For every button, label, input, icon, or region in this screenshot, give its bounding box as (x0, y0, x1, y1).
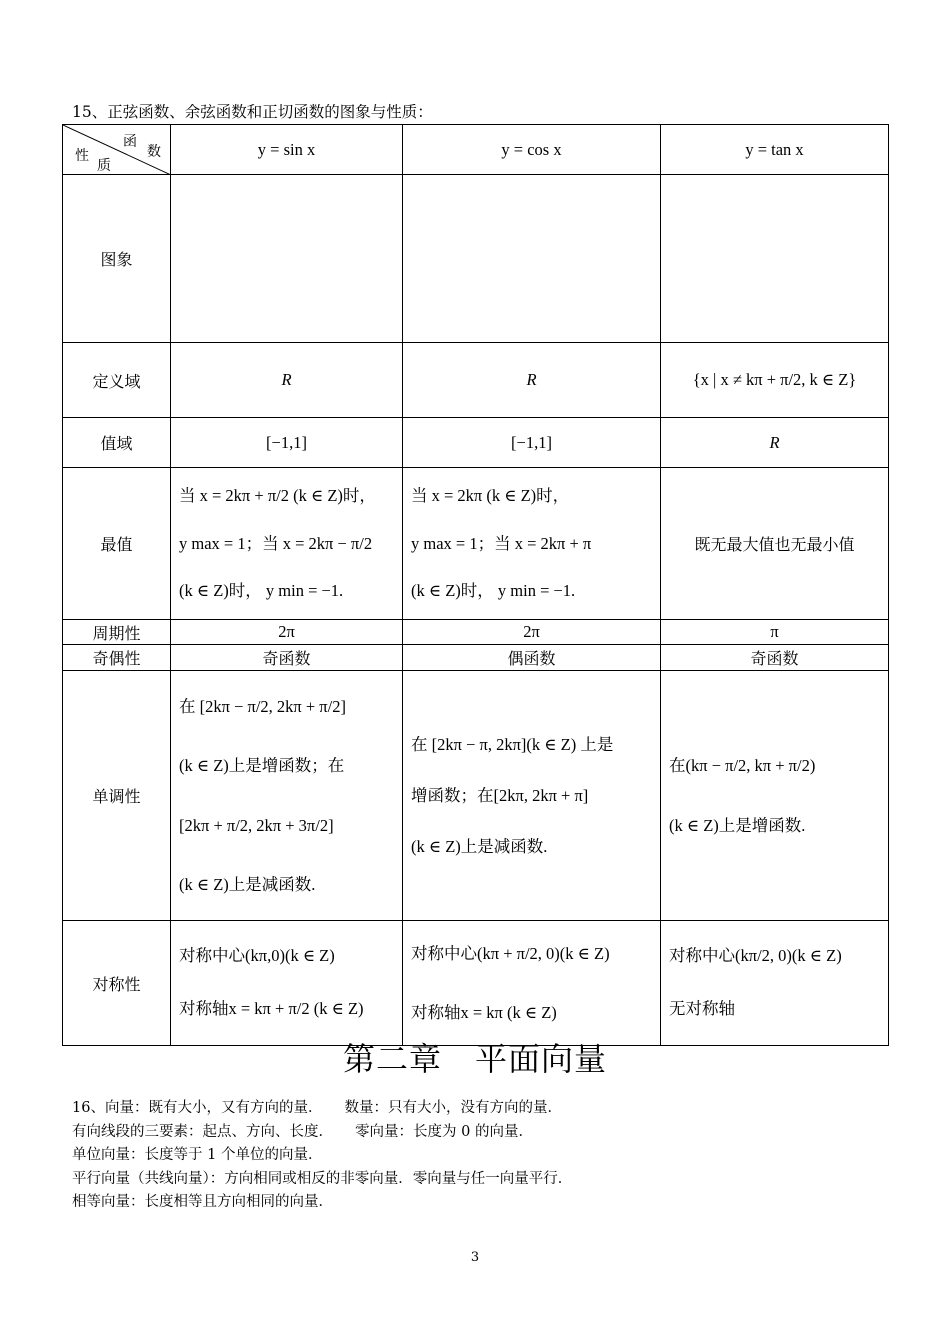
column-header-sin: y = sin x (171, 125, 403, 175)
table-row-period (63, 620, 889, 645)
definition-zero-vector: 零向量：长度为 0 的向量． (355, 1123, 533, 1140)
definition-line (72, 1097, 572, 1121)
text-line: 当 x = 2kπ + π/2 (k ∈ Z)时， (179, 485, 376, 505)
text-line: 无对称轴 (669, 999, 735, 1018)
text-line: (k ∈ Z)时， y min = −1. (179, 581, 344, 601)
symmetry-sin (171, 921, 403, 1046)
page-number: 3 (470, 1250, 480, 1265)
symmetry-tan (661, 921, 889, 1046)
column-header-cos: y = cos x (403, 125, 661, 175)
domain-sin: R (171, 343, 403, 418)
range-tan: R (661, 418, 889, 468)
table-row-graph (63, 175, 889, 343)
definition-unit-vector: 单位向量：长度等于 1 个单位的向量． (72, 1147, 323, 1163)
extrema-tan: 既无最大值也无最小值 (661, 468, 889, 620)
domain-tan: {x | x ≠ kπ + π/2, k ∈ Z} (661, 343, 889, 418)
parity-cos: 偶函数 (403, 645, 661, 671)
corner-label: 函 (123, 134, 137, 150)
period-tan: π (661, 620, 889, 645)
monotonicity-cos (403, 671, 661, 921)
text-line: (k ∈ Z)上是减函数. (411, 837, 548, 857)
text-line: 增函数；在[2kπ, 2kπ + π] (411, 785, 589, 805)
row-label: 奇偶性 (63, 645, 171, 671)
chapter-title: 第二章 平面向量 (342, 1040, 607, 1078)
extrema-cos (403, 468, 661, 620)
row-label: 周期性 (63, 620, 171, 645)
row-label: 值域 (63, 418, 171, 468)
trig-properties-table (62, 124, 889, 1046)
graph-cell-cos (403, 175, 661, 343)
definition-equal-vectors: 相等向量：长度相等且方向相同的向量． (72, 1194, 333, 1210)
text-line: (k ∈ Z)上是增函数；在 (179, 756, 345, 776)
definitions-block (72, 1097, 572, 1215)
definition-directed-segment: 有向线段的三要素：起点、方向、长度． (72, 1123, 333, 1140)
definition-line (72, 1121, 572, 1145)
table-row-range (63, 418, 889, 468)
graph-cell-sin (171, 175, 403, 343)
definition-parallel-vectors: 平行向量（共线向量）：方向相同或相反的非零向量．零向量与任一向量平行． (72, 1170, 573, 1187)
row-label: 定义域 (63, 343, 171, 418)
period-cos: 2π (403, 620, 661, 645)
text-line: 在 [2kπ − π, 2kπ](k ∈ Z) 上是 (411, 734, 614, 754)
text-line: 对称中心(kπ + π/2, 0)(k ∈ Z) (411, 943, 610, 963)
text-line: 对称轴x = kπ + π/2 (k ∈ Z) (179, 999, 364, 1018)
definition-scalar: 数量：只有大小，没有方向的量． (344, 1100, 562, 1116)
definition-vector: 16、向量：既有大小，又有方向的量． (72, 1100, 323, 1116)
extrema-sin (171, 468, 403, 620)
text-line: 对称轴x = kπ (k ∈ Z) (411, 1003, 557, 1022)
row-label: 最值 (63, 468, 171, 620)
parity-sin: 奇函数 (171, 645, 403, 671)
text-line: y max = 1；当 x = 2kπ + π (411, 533, 592, 553)
text-line: (k ∈ Z)上是增函数. (669, 815, 806, 835)
parity-tan: 奇函数 (661, 645, 889, 671)
period-sin: 2π (171, 620, 403, 645)
section-heading: 15、正弦函数、余弦函数和正切函数的图象与性质： (72, 103, 433, 121)
monotonicity-tan (661, 671, 889, 921)
table-row-monotonicity (63, 671, 889, 921)
range-cos: [−1,1] (403, 418, 661, 468)
graph-cell-tan (661, 175, 889, 343)
text-line: 在 [2kπ − π/2, 2kπ + π/2] (179, 696, 346, 716)
text-line: 对称中心(kπ/2, 0)(k ∈ Z) (669, 946, 842, 966)
corner-header-cell (63, 125, 171, 175)
text-line: (k ∈ Z)上是减函数. (179, 874, 316, 894)
corner-label: 数 (147, 144, 161, 160)
table-row-domain (63, 343, 889, 418)
text-line: (k ∈ Z)时， y min = −1. (411, 581, 576, 601)
row-label: 单调性 (63, 671, 171, 921)
text-line: 在(kπ − π/2, kπ + π/2) (669, 756, 816, 776)
text-line: 对称中心(kπ,0)(k ∈ Z) (179, 946, 335, 966)
symmetry-cos (403, 921, 661, 1046)
monotonicity-sin (171, 671, 403, 921)
range-sin: [−1,1] (171, 418, 403, 468)
row-label: 对称性 (63, 921, 171, 1046)
domain-cos: R (403, 343, 661, 418)
text-line: y max = 1；当 x = 2kπ − π/2 (179, 533, 373, 553)
row-label: 图象 (63, 175, 171, 343)
table-row-parity (63, 645, 889, 671)
text-line: [2kπ + π/2, 2kπ + 3π/2] (179, 815, 334, 835)
column-header-tan: y = tan x (661, 125, 889, 175)
corner-label: 质 (97, 158, 111, 174)
table-header-row (63, 125, 889, 175)
text-line: 当 x = 2kπ (k ∈ Z)时， (411, 485, 570, 505)
table-row-extrema (63, 468, 889, 620)
table-row-symmetry (63, 921, 889, 1046)
corner-label: 性 (75, 148, 89, 164)
